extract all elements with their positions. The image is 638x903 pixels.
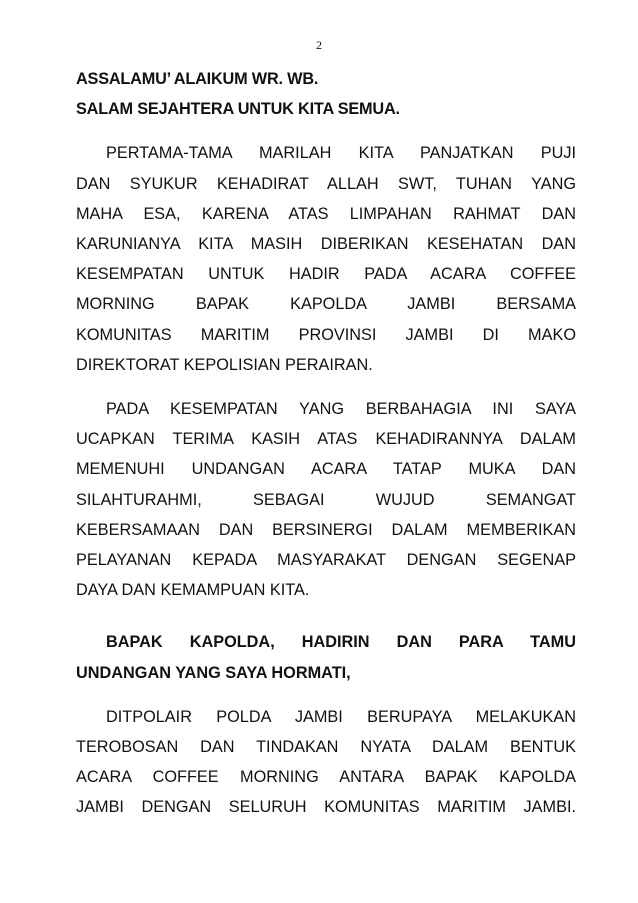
paragraph-initiative xyxy=(76,702,576,823)
paragraph-line: MEMENUHI UNDANGAN ACARA TATAP MUKA DAN xyxy=(76,460,576,479)
paragraph-line: JAMBI DENGAN SELURUH KOMUNITAS MARITIM JAMBI. xyxy=(76,798,576,817)
paragraph-line: KARUNIANYA KITA MASIH DIBERIKAN KESEHATAN DAN xyxy=(76,235,576,254)
paragraph-line: UCAPKAN TERIMA KASIH ATAS KEHADIRANNYA DALAM xyxy=(76,430,576,449)
paragraph-line: ACARA COFFEE MORNING ANTARA BAPAK KAPOLDA xyxy=(76,768,576,787)
paragraph-line: BAPAK KAPOLDA, HADIRIN DAN PARA TAMU xyxy=(106,633,576,652)
greeting-line: SALAM SEJAHTERA UNTUK KITA SEMUA. xyxy=(76,100,400,119)
paragraph-gratitude xyxy=(76,394,576,605)
paragraph-line: UNDANGAN YANG SAYA HORMATI, xyxy=(76,663,351,682)
paragraph-line: KESEMPATAN UNTUK HADIR PADA ACARA COFFEE xyxy=(76,265,576,284)
paragraph-line: MAHA ESA, KARENA ATAS LIMPAHAN RAHMAT DAN xyxy=(76,204,576,223)
paragraph-line: MORNING BAPAK KAPOLDA JAMBI BERSAMA xyxy=(76,295,576,314)
paragraph-line: DAN SYUKUR KEHADIRAT ALLAH SWT, TUHAN YANG xyxy=(76,174,576,193)
page-number: 2 xyxy=(316,38,322,52)
paragraph-opening xyxy=(76,138,576,380)
paragraph-line: PADA KESEMPATAN YANG BERBAHAGIA INI SAYA xyxy=(106,400,576,419)
paragraph-line: DITPOLAIR POLDA JAMBI BERUPAYA MELAKUKAN xyxy=(106,707,576,726)
paragraph-line: PELAYANAN KEPADA MASYARAKAT DENGAN SEGENAP xyxy=(76,551,576,570)
paragraph-line: PERTAMA-TAMA MARILAH KITA PANJATKAN PUJI xyxy=(106,144,576,163)
paragraph-line: TEROBOSAN DAN TINDAKAN NYATA DALAM BENTUK xyxy=(76,738,576,757)
paragraph-line: DIREKTORAT KEPOLISIAN PERAIRAN. xyxy=(76,355,373,374)
greeting-line: ASSALAMU’ ALAIKUM WR. WB. xyxy=(76,70,319,88)
paragraph-line: SILAHTURAHMI, SEBAGAI WUJUD SEMANGAT xyxy=(76,490,576,509)
paragraph-line: KEBERSAMAAN DAN BERSINERGI DALAM MEMBERIKAN xyxy=(76,520,576,539)
document-body xyxy=(76,64,576,837)
greeting xyxy=(76,64,576,124)
paragraph-line: KOMUNITAS MARITIM PROVINSI JAMBI DI MAKO xyxy=(76,325,576,344)
paragraph-line: DAYA DAN KEMAMPUAN KITA. xyxy=(76,581,310,600)
paragraph-salutation xyxy=(76,627,576,687)
